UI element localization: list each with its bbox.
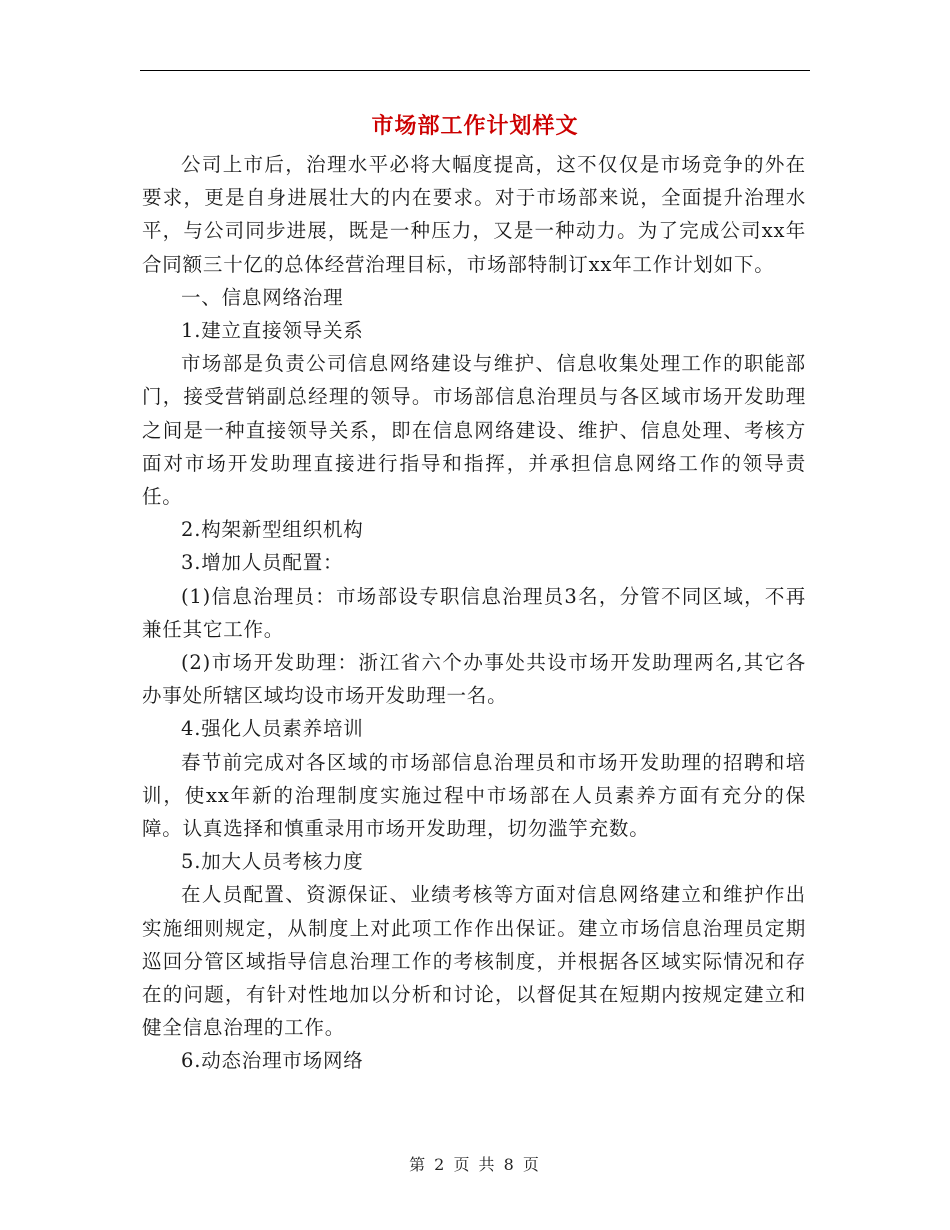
page-number: 第 2 页 共 8 页 — [409, 1155, 541, 1174]
paragraph: 春节前完成对各区域的市场部信息治理员和市场开发助理的招聘和培训，使xx年新的治理制度实施过程中市场部在人员素养方面有充分的保障。认真选择和慎重录用市场开发助理，切勿滥竽充数。 — [142, 750, 806, 841]
subheading: 1.建立直接领导关系 — [181, 319, 364, 343]
list-item: (2)市场开发助理：浙江省六个办事处共设市场开发助理两名,其它各办事处所辖区域均设市场开发助理一名。 — [142, 651, 806, 708]
subheading: 6.动态治理市场网络 — [181, 1049, 364, 1073]
paragraph: 市场部是负责公司信息网络建设与维护、信息收集处理工作的职能部门，接受营销副总经理的领导。市场部信息治理员与各区域市场开发助理之间是一种直接领导关系，即在信息网络建设、维护、信息处理、考核方面对市场开发助理直接进行指导和指挥，并承担信息网络工作的领导责任。 — [142, 352, 806, 509]
document-title: 市场部工作计划样文 — [371, 113, 579, 139]
paragraph-intro: 公司上市后，治理水平必将大幅度提高，这不仅仅是市场竞争的外在要求，更是自身进展壮大的内在要求。对于市场部来说，全面提升治理水平，与公司同步进展，既是一种压力，又是一种动力。为了完成公司xx年合同额三十亿的总体经营治理目标，市场部特制订xx年工作计划如下。 — [142, 153, 806, 276]
list-item: (1)信息治理员：市场部设专职信息治理员3名，分管不同区域，不再兼任其它工作。 — [142, 584, 806, 641]
paragraph: 在人员配置、资源保证、业绩考核等方面对信息网络建立和维护作出实施细则规定，从制度上对此项工作作出保证。建立市场信息治理员定期巡回分管区域指导信息治理工作的考核制度，并根据各区域实际情况和存在的问题，有针对性地加以分析和讨论，以督促其在短期内按规定建立和健全信息治理的工作。 — [142, 883, 806, 1040]
subheading: 4.强化人员素养培训 — [181, 717, 364, 741]
section-heading: 一、信息网络治理 — [181, 285, 344, 309]
subheading: 5.加大人员考核力度 — [181, 850, 364, 874]
header-rule — [140, 70, 810, 71]
document-body — [142, 148, 806, 1078]
subheading: 2.构架新型组织机构 — [181, 518, 364, 542]
subheading: 3.增加人员配置： — [181, 551, 344, 575]
